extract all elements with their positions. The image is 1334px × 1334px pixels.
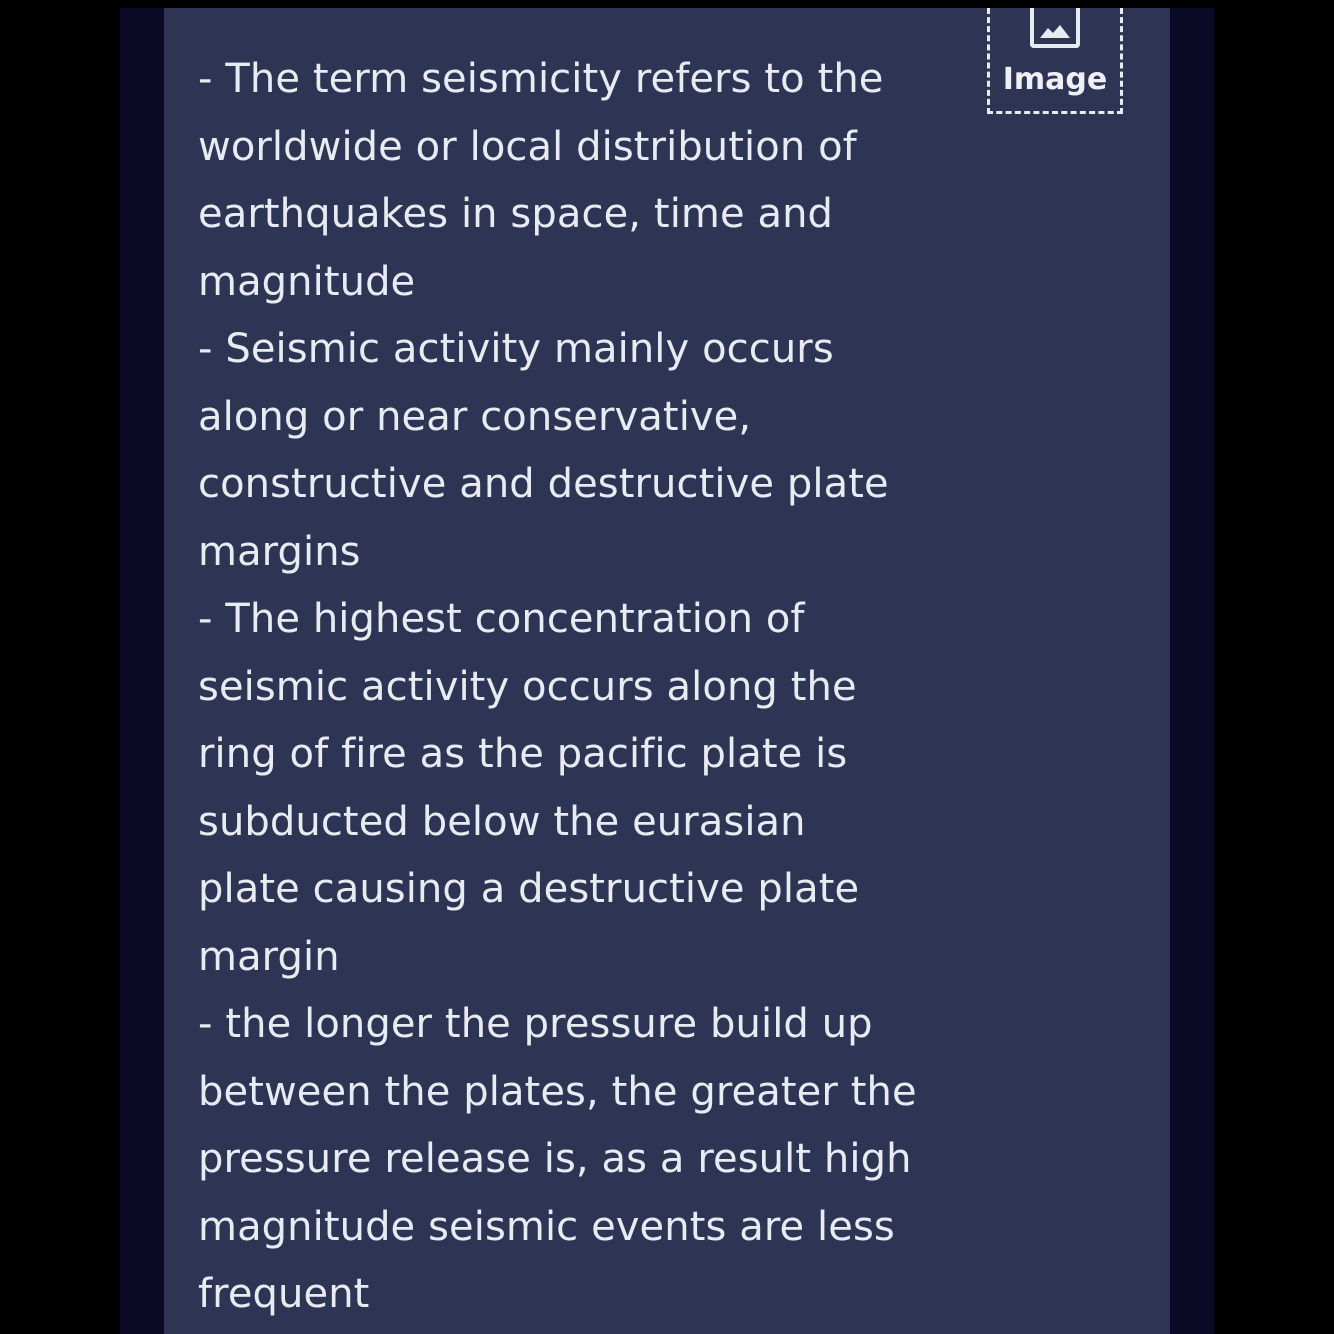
image-placeholder-button[interactable]: [987, 8, 1123, 114]
image-label: Image: [1002, 62, 1108, 97]
note-item: - The highest concentration of seismic activity occurs along the ring of fire as the pacific plate is subducted below the eurasian plate causing a destructive plate margin: [198, 596, 860, 980]
mountain-glyph: [1040, 22, 1070, 38]
notes-text: [198, 46, 938, 1329]
note-item: - The term seismicity refers to the worldwide or local distribution of earthquakes in space, time and magnitude: [198, 56, 884, 305]
note-item: - Seismic activity mainly occurs along or near conservative, constructive and destructive plate margins: [198, 326, 889, 575]
note-item: - the longer the pressure build up between the plates, the greater the pressure release is, as a result high magnitude seismic events are less frequent: [198, 1001, 917, 1317]
image-icon: [1030, 8, 1080, 48]
